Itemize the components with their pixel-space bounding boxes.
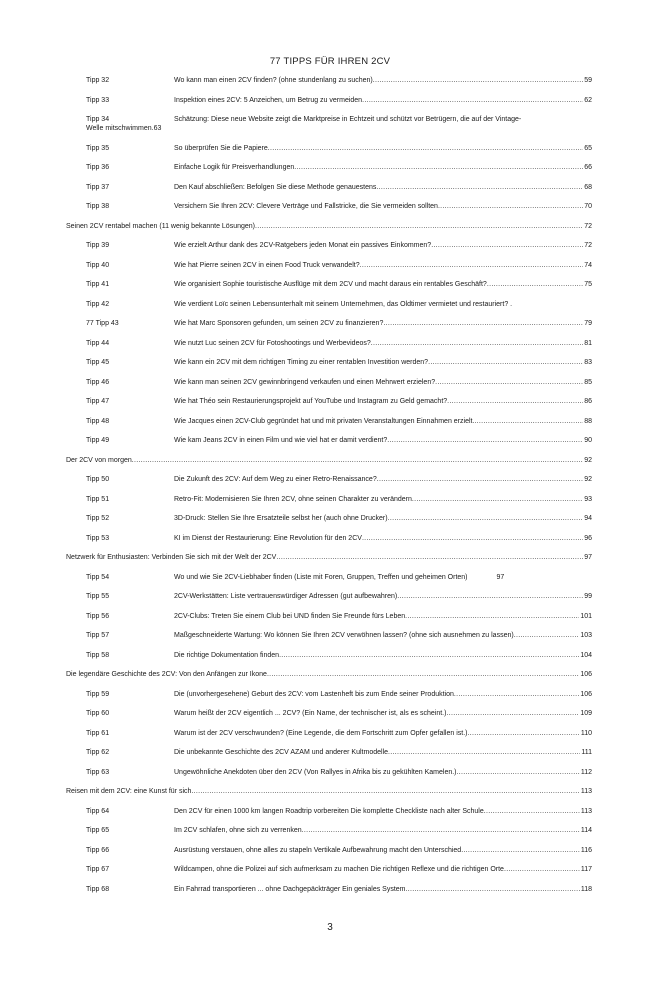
toc-leader-dots [412, 495, 583, 504]
toc-page-number: 101 [580, 612, 592, 620]
toc-tip-entry[interactable] [66, 378, 592, 387]
toc-page-number: 63 [153, 125, 162, 132]
toc-page-number: 106 [580, 690, 592, 698]
toc-tip-number: Tipp 52 [86, 515, 110, 522]
toc-page-number: 90 [584, 437, 592, 444]
toc-page-number: 62 [584, 96, 592, 104]
toc-leader-dots [457, 768, 580, 777]
toc-tip-title: Die richtige Dokumentation finden [174, 651, 280, 659]
toc-tip-entry[interactable] [66, 319, 592, 328]
toc-tip-number: Tipp 65 [86, 827, 110, 834]
toc-tip-entry[interactable] [66, 96, 592, 105]
toc-tip-number: Tipp 68 [86, 885, 110, 893]
toc-page-number: 111 [581, 749, 592, 756]
toc-tip-entry[interactable] [66, 748, 592, 757]
toc-page-number: 94 [584, 515, 592, 522]
toc-tip-title: Warum heißt der 2CV eigentlich ... 2CV? (Ein Name, der technischer ist, als es scheint.) [174, 710, 447, 717]
toc-page-number: 104 [580, 651, 592, 659]
toc-tip-entry[interactable] [66, 885, 592, 894]
toc-tip-title: Inspektion eines 2CV: 5 Anzeichen, um Betrug zu vermeiden [174, 96, 363, 104]
toc-tip-title: Den 2CV für einen 1000 km langen Roadtrip vorbereiten Die komplette Checkliste nach alter Schule [174, 807, 484, 815]
toc-leader-dots [376, 183, 583, 192]
toc-leader-dots [431, 241, 583, 250]
toc-tip-number: Tipp 50 [86, 476, 110, 483]
toc-tip-title: Maßgeschneiderte Wartung: Wo können Sie Ihren 2CV verwöhnen lassen? (ohne sich ausnehmen zu lassen) [174, 632, 514, 639]
toc-tip-number: Tipp 67 [86, 866, 110, 873]
toc-tip-entry[interactable] [66, 358, 592, 367]
toc-page-number: 112 [580, 768, 592, 776]
toc-tip-number: Tipp 37 [86, 183, 110, 191]
toc-leader-dots [294, 163, 583, 172]
toc-tip-title: Wie hat Théo sein Restaurierungsprojekt auf YouTube und Instagram zu Geld gemacht? [174, 398, 448, 405]
toc-page-number: 116 [580, 846, 592, 854]
toc-page-number: 93 [584, 495, 592, 503]
toc-section-title: Netzwerk für Enthusiasten: Verbinden Sie sich mit der Welt der 2CV [66, 554, 277, 561]
toc-leader-dots [377, 475, 583, 484]
toc-tip-title: Wie kann ein 2CV mit dem richtigen Timing zu einer rentablen Investition werden? [174, 359, 429, 366]
toc-leader-dots [191, 787, 579, 796]
toc-tip-title: Die (unvorhergesehene) Geburt des 2CV: vom Lastenheft bis zum Ende seiner Produktion [174, 690, 454, 698]
toc-tip-entry[interactable] [66, 592, 592, 601]
toc-section-title: Der 2CV von morgen [66, 456, 132, 464]
toc-tip-title: Wie organisiert Sophie touristische Ausflüge mit dem 2CV und macht daraus ein rentables Geschäft? [174, 281, 487, 288]
toc-tip-entry[interactable] [66, 709, 592, 718]
toc-leader-dots [276, 553, 583, 562]
toc-tip-number: Tipp 39 [86, 242, 110, 249]
toc-section-entry[interactable] [66, 670, 592, 679]
toc-leader-dots [467, 729, 579, 738]
toc-tip-entry[interactable] [66, 183, 592, 192]
toc-page-number: 113 [580, 807, 592, 815]
toc-tip-entry[interactable] [66, 115, 592, 133]
toc-leader-dots [383, 319, 583, 328]
toc-tip-entry[interactable] [66, 846, 592, 855]
toc-tip-number: Tipp 54 [86, 573, 110, 581]
toc-page-number: 103 [580, 632, 592, 639]
toc-tip-number: Tipp 46 [86, 378, 110, 386]
toc-tip-number: Tipp 60 [86, 710, 110, 717]
toc-page-number: 81 [584, 339, 592, 347]
toc-tip-number: 77 Tipp 43 [86, 320, 119, 327]
toc-tip-title: 2CV-Clubs: Treten Sie einem Club bei UND finden Sie Freunde fürs Leben [174, 612, 406, 620]
toc-tip-number: Tipp 62 [86, 749, 110, 756]
toc-leader-dots [255, 222, 583, 231]
toc-page-number: 92 [584, 456, 592, 464]
toc-tip-entry[interactable] [66, 534, 592, 543]
toc-leader-dots [454, 690, 579, 699]
toc-tip-title: So überprüfen Sie die Papiere [174, 144, 268, 152]
toc-tip-number: Tipp 55 [86, 593, 110, 600]
toc-tip-number: Tipp 34 [86, 116, 110, 123]
toc-tip-number: Tipp 59 [86, 690, 110, 698]
toc-leader-dots [435, 378, 583, 387]
toc-tip-title: Wildcampen, ohne die Polizei auf sich aufmerksam zu machen Die richtigen Reflexe und die richtigen Orte [174, 866, 504, 873]
toc-leader-dots [360, 261, 584, 270]
toc-tip-number: Tipp 58 [86, 651, 110, 659]
toc-leader-dots [438, 202, 583, 211]
toc-tip-title: Versichern Sie Ihren 2CV: Clevere Verträge und Fallstricke, die Sie vermeiden sollten [174, 203, 438, 210]
toc-tip-title: Im 2CV schlafen, ohne sich zu verrenken [174, 827, 302, 834]
toc-tip-number: Tipp 47 [86, 398, 110, 405]
toc-tip-number: Tipp 64 [86, 807, 110, 815]
toc-page-number: 106 [580, 671, 592, 678]
toc-tip-entry[interactable] [66, 241, 592, 250]
toc-tip-title: Ungewöhnliche Anekdoten über den 2CV (Von Rallyes in Afrika bis zu gekühlten Kamelen.) [174, 768, 457, 776]
toc-section-title: Reisen mit dem 2CV: eine Kunst für sich [66, 788, 192, 795]
toc-tip-number: Tipp 41 [86, 281, 110, 288]
toc-page-number: 118 [580, 885, 592, 893]
toc-tip-number: Tipp 38 [86, 203, 110, 210]
toc-tip-title: Wie nutzt Luc seinen 2CV für Fotoshootings und Werbevideos? [174, 339, 371, 347]
toc-tip-title: Wie kann man seinen 2CV gewinnbringend verkaufen und einen Mehrwert erzielen? [174, 378, 436, 386]
toc-tip-number: Tipp 35 [86, 144, 110, 152]
toc-tip-entry[interactable] [66, 612, 592, 621]
toc-leader-dots [406, 885, 580, 894]
toc-tip-number: Tipp 53 [86, 534, 110, 542]
toc-leader-dots [279, 651, 579, 660]
toc-page-number: 114 [580, 827, 592, 834]
toc-tip-title: Wie kam Jeans 2CV in einen Film und wie viel hat er damit verdient? [174, 437, 388, 444]
toc-page-number: 59 [584, 77, 592, 84]
toc-leader-dots [461, 846, 580, 855]
toc-section-title: Die legendäre Geschichte des 2CV: Von den Anfängen zur Ikone [66, 671, 267, 678]
toc-tip-title: Wie verdient Loïc seinen Lebensunterhalt mit seinem Unternehmen, das Oldtimer vermietet und restauriert? . [174, 300, 513, 308]
toc-tip-entry[interactable] [66, 76, 592, 85]
toc-page-number: 96 [584, 534, 592, 542]
toc-page-number: 88 [584, 417, 592, 425]
toc-tip-entry[interactable] [66, 514, 592, 523]
toc-page-number: 74 [584, 261, 592, 269]
toc-page-number: 110 [580, 729, 592, 737]
toc-tip-entry[interactable] [66, 397, 592, 406]
toc-tip-number: Tipp 44 [86, 339, 110, 347]
toc-leader-dots [373, 76, 583, 85]
toc-tip-entry[interactable] [66, 495, 592, 504]
toc-tip-title: Wo kann man einen 2CV finden? (ohne stundenlang zu suchen) [174, 77, 373, 84]
toc-tip-title: 3D-Druck: Stellen Sie Ihre Ersatzteile selbst her (auch ohne Drucker) [174, 515, 388, 522]
toc-section-entry[interactable] [66, 456, 592, 465]
toc-page-number: 72 [584, 222, 592, 230]
toc-tip-entry[interactable] [66, 163, 592, 172]
toc-tip-number: Tipp 45 [86, 359, 110, 366]
toc-tip-number: Tipp 48 [86, 417, 110, 425]
toc-tip-entry[interactable] [66, 631, 592, 640]
toc-page-number: 85 [584, 378, 592, 386]
toc-tip-entry[interactable] [66, 826, 592, 835]
toc-tip-number: Tipp 40 [86, 261, 110, 269]
toc-leader-dots [362, 534, 583, 543]
toc-leader-dots [388, 514, 584, 523]
toc-page-number: 72 [584, 242, 592, 249]
toc-tip-title: Die Zukunft des 2CV: Auf dem Weg zu einer Retro-Renaissance? [174, 476, 377, 483]
toc-tip-entry[interactable] [66, 865, 592, 874]
toc-tip-number: Tipp 63 [86, 768, 110, 776]
toc-page-number: 83 [584, 359, 592, 366]
toc-tip-entry[interactable] [66, 300, 592, 309]
toc-tip-number: Tipp 56 [86, 612, 110, 620]
toc-page-number: 99 [584, 593, 592, 600]
toc-section-entry[interactable] [66, 553, 592, 562]
toc-leader-dots [484, 807, 580, 816]
toc-tip-number: Tipp 36 [86, 164, 110, 171]
toc-page-number: 65 [584, 144, 592, 152]
toc-tip-entry[interactable] [66, 280, 592, 289]
toc-page-number: 86 [584, 398, 592, 405]
toc-tip-title: Ausrüstung verstauen, ohne alles zu stapeln Vertikale Aufbewahrung macht den Unterschied [174, 846, 462, 854]
toc-tip-title: Schätzung: Diese neue Website zeigt die Marktpreise in Echtzeit und schützt vor Betrügern, die auf der Vintage- [174, 116, 522, 123]
toc-leader-dots [487, 280, 583, 289]
toc-page-number: 79 [584, 320, 592, 327]
toc-tip-number: Tipp 32 [86, 77, 110, 84]
toc-tip-title: KI im Dienst der Restaurierung: Eine Revolution für den 2CV [174, 534, 362, 542]
toc-leader-dots [268, 144, 583, 153]
toc-tip-title: Den Kauf abschließen: Befolgen Sie diese Methode genauestens [174, 183, 377, 191]
toc-leader-dots [132, 456, 583, 465]
toc-tip-title-continued: Welle mitschwimmen. [86, 125, 154, 132]
toc-tip-entry[interactable] [66, 202, 592, 211]
toc-tip-title: Wo und wie Sie 2CV-Liebhaber finden (Liste mit Foren, Gruppen, Treffen und geheimen Orten) [174, 573, 468, 581]
toc-page-number: 70 [584, 203, 592, 210]
toc-tip-entry[interactable] [66, 768, 592, 777]
toc-tip-entry[interactable] [66, 729, 592, 738]
toc-leader-dots [267, 670, 579, 679]
toc-leader-dots [362, 96, 583, 105]
toc-page-number: 68 [584, 183, 592, 191]
toc-leader-dots [387, 436, 583, 445]
toc-leader-dots [514, 631, 580, 640]
toc-tip-entry[interactable] [66, 144, 592, 153]
page-number: 3 [327, 922, 333, 933]
toc-tip-title: Wie erzielt Arthur dank des 2CV-Ratgebers jeden Monat ein passives Einkommen? [174, 242, 432, 249]
toc-page-number: 66 [584, 164, 592, 171]
toc-page-number: 117 [580, 866, 592, 873]
toc-page-number: 92 [584, 476, 592, 483]
toc-tip-entry[interactable] [66, 417, 592, 426]
toc-tip-entry[interactable] [66, 339, 592, 348]
toc-tip-title: Wie hat Marc Sponsoren gefunden, um seinen 2CV zu finanzieren? [174, 320, 384, 327]
toc-leader-dots [446, 709, 579, 718]
toc-tip-title: Warum ist der 2CV verschwunden? (Eine Legende, die dem Fortschritt zum Opfer gefallen ist.) [174, 729, 468, 737]
toc-leader-dots [504, 865, 580, 874]
toc-leader-dots [405, 612, 579, 621]
toc-leader-dots [447, 397, 583, 406]
toc-tip-number: Tipp 49 [86, 437, 110, 444]
toc-tip-number: Tipp 61 [86, 729, 110, 737]
toc-leader-dots [302, 826, 580, 835]
toc-page-number: 97 [584, 554, 592, 561]
toc-section-title: Seinen 2CV rentabel machen (11 wenig bekannte Lösungen) [66, 222, 255, 230]
toc-page-number: 97 [496, 573, 505, 581]
toc-tip-number: Tipp 42 [86, 300, 110, 308]
toc-leader-dots [397, 592, 583, 601]
table-of-contents [66, 76, 592, 904]
toc-tip-number: Tipp 33 [86, 96, 110, 104]
toc-page-number: 109 [580, 710, 592, 717]
toc-leader-dots [371, 339, 583, 348]
toc-leader-dots [388, 748, 580, 757]
toc-section-entry[interactable] [66, 222, 592, 231]
toc-page-number: 75 [584, 281, 592, 288]
toc-tip-title: Wie Jacques einen 2CV-Club gegründet hat und mit privaten Veranstaltungen Einnahmen erzielt. [174, 417, 475, 425]
toc-section-entry[interactable] [66, 787, 592, 796]
toc-tip-entry[interactable] [66, 690, 592, 699]
toc-leader-dots [474, 417, 583, 426]
toc-tip-title: Die unbekannte Geschichte des 2CV AZAM und anderer Kultmodelle [174, 749, 389, 756]
toc-tip-title: Wie hat Pierre seinen 2CV in einen Food Truck verwandelt? [174, 261, 360, 269]
toc-page-number: 113 [580, 788, 592, 795]
toc-tip-entry[interactable] [66, 436, 592, 445]
toc-tip-entry[interactable] [66, 651, 592, 660]
toc-tip-entry[interactable] [66, 807, 592, 816]
page-header-title: 77 TIPPS FÜR IHREN 2CV [269, 56, 391, 67]
toc-tip-title: 2CV-Werkstätten: Liste vertrauenswürdiger Adressen (gut aufbewahren) [174, 593, 398, 600]
toc-tip-title: Retro-Fit: Modernisieren Sie Ihren 2CV, ohne seinen Charakter zu verändern [174, 495, 412, 503]
toc-tip-entry[interactable] [66, 475, 592, 484]
toc-leader-dots [428, 358, 583, 367]
toc-tip-entry[interactable] [66, 261, 592, 270]
toc-tip-entry[interactable] [66, 573, 592, 582]
toc-tip-title: Einfache Logik für Preisverhandlungen [174, 164, 295, 171]
toc-tip-number: Tipp 51 [86, 495, 110, 503]
toc-tip-title: Ein Fahrrad transportieren ... ohne Dachgepäckträger Ein geniales System [174, 885, 406, 893]
toc-tip-number: Tipp 57 [86, 632, 110, 639]
toc-tip-number: Tipp 66 [86, 846, 110, 854]
